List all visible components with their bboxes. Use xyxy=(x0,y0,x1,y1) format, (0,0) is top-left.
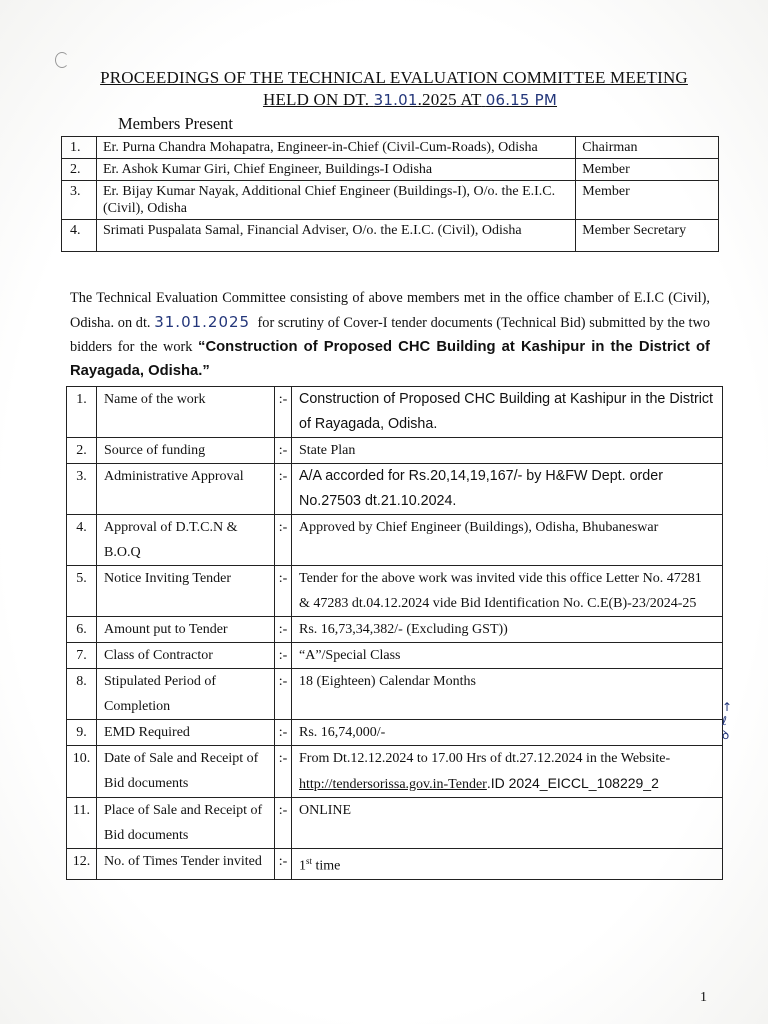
detail-label: Amount put to Tender xyxy=(97,617,275,643)
detail-value: State Plan xyxy=(292,438,723,464)
member-row xyxy=(62,220,719,252)
member-sl: 3. xyxy=(62,181,97,220)
member-sl: 4. xyxy=(62,220,97,252)
member-name: Srimati Puspalata Samal, Financial Adviser, O/o. the E.I.C. (Civil), Odisha xyxy=(96,220,575,252)
detail-value: ONLINE xyxy=(292,798,723,849)
detail-separator: :- xyxy=(275,746,292,798)
intro-paragraph: The Technical Evaluation Committee consisting of above members met in the office chamber of E.I.C (Civil), Odisha. on dt. 31.01.2025 for scrutiny of Cover-I tender documents (Technical Bid) submitted by the two bidders for the work “Construction of Proposed CHC Building at Kashipur in the District of Rayagada, Odisha.” xyxy=(70,290,711,379)
detail-value: Approved by Chief Engineer (Buildings), Odisha, Bhubaneswar xyxy=(292,515,723,566)
detail-label: Notice Inviting Tender xyxy=(97,566,275,617)
member-row xyxy=(62,159,719,181)
detail-row xyxy=(67,566,723,617)
detail-value: 1st time xyxy=(292,849,723,880)
member-role: Member Secretary xyxy=(576,220,719,252)
detail-sl: 9. xyxy=(67,720,97,746)
members-table xyxy=(61,136,719,252)
tender-website-link[interactable]: http://tendersorissa.gov.in-Tender xyxy=(299,777,487,792)
punch-hole-mark xyxy=(55,52,69,68)
detail-row xyxy=(67,438,723,464)
detail-sl: 7. xyxy=(67,643,97,669)
detail-row xyxy=(67,515,723,566)
detail-row xyxy=(67,464,723,515)
title-line-1: PROCEEDINGS OF THE TECHNICAL EVALUATION COMMITTEE MEETING xyxy=(100,68,688,87)
detail-sl: 3. xyxy=(67,464,97,515)
detail-row xyxy=(67,669,723,720)
member-row xyxy=(62,181,719,220)
detail-value: Tender for the above work was invited vide this office Letter No. 47281 & 47283 dt.04.12.2024 vide Bid Identification No. C.E(B)-23/2024-25 xyxy=(292,566,723,617)
detail-row xyxy=(67,720,723,746)
detail-separator: :- xyxy=(275,849,292,880)
detail-separator: :- xyxy=(275,387,292,438)
detail-sl: 12. xyxy=(67,849,97,880)
detail-value: Rs. 16,74,000/- xyxy=(292,720,723,746)
detail-separator: :- xyxy=(275,643,292,669)
detail-sl: 10. xyxy=(67,746,97,798)
detail-label: Date of Sale and Receipt of Bid documents xyxy=(97,746,275,798)
detail-separator: :- xyxy=(275,798,292,849)
member-name: Er. Purna Chandra Mohapatra, Engineer-in-Chief (Civil-Cum-Roads), Odisha xyxy=(96,137,575,159)
detail-label: Class of Contractor xyxy=(97,643,275,669)
detail-value: A/A accorded for Rs.20,14,19,167/- by H&FW Dept. order No.27503 dt.21.10.2024. xyxy=(292,464,723,515)
detail-separator: :- xyxy=(275,438,292,464)
member-role: Member xyxy=(576,159,719,181)
detail-value: Rs. 16,73,34,382/- (Excluding GST)) xyxy=(292,617,723,643)
detail-row xyxy=(67,746,723,798)
detail-value: Construction of Proposed CHC Building at Kashipur in the District of Rayagada, Odisha. xyxy=(292,387,723,438)
work-title: “Construction of Proposed CHC Building at Kashipur in the District of Rayagada, Odisha.” xyxy=(70,339,710,379)
detail-label: Source of funding xyxy=(97,438,275,464)
detail-label: Stipulated Period of Completion xyxy=(97,669,275,720)
detail-label: Approval of D.T.C.N & B.O.Q xyxy=(97,515,275,566)
detail-sl: 4. xyxy=(67,515,97,566)
member-role: Chairman xyxy=(576,137,719,159)
detail-value: From Dt.12.12.2024 to 17.00 Hrs of dt.27.12.2024 in the Website- http://tendersorissa.gov.in-Tender.ID 2024_EICCL_108229_2 xyxy=(292,746,723,798)
detail-row xyxy=(67,643,723,669)
detail-separator: :- xyxy=(275,515,292,566)
margin-initials-mark: ↑ ℓ ꝺ xyxy=(722,700,733,742)
members-heading: Members Present xyxy=(118,114,234,133)
detail-label: EMD Required xyxy=(97,720,275,746)
tender-details-table xyxy=(66,386,723,880)
detail-label: Name of the work xyxy=(97,387,275,438)
detail-row xyxy=(67,617,723,643)
member-row xyxy=(62,137,719,159)
detail-separator: :- xyxy=(275,566,292,617)
detail-label: No. of Times Tender invited xyxy=(97,849,275,880)
member-name: Er. Bijay Kumar Nayak, Additional Chief Engineer (Buildings-I), O/o. the E.I.C. (Civil), Odisha xyxy=(96,181,575,220)
detail-sl: 1. xyxy=(67,387,97,438)
page-number: 1 xyxy=(700,990,707,1005)
member-sl: 1. xyxy=(62,137,97,159)
handwritten-date: 31.01 xyxy=(373,91,418,109)
detail-row xyxy=(67,387,723,438)
detail-separator: :- xyxy=(275,464,292,515)
detail-label: Place of Sale and Receipt of Bid documents xyxy=(97,798,275,849)
detail-row xyxy=(67,849,723,880)
handwritten-meeting-date: 31.01.2025 xyxy=(154,313,251,331)
detail-value: 18 (Eighteen) Calendar Months xyxy=(292,669,723,720)
detail-sl: 5. xyxy=(67,566,97,617)
detail-separator: :- xyxy=(275,617,292,643)
detail-separator: :- xyxy=(275,720,292,746)
detail-value: “A”/Special Class xyxy=(292,643,723,669)
detail-sl: 2. xyxy=(67,438,97,464)
member-role: Member xyxy=(576,181,719,220)
detail-row xyxy=(67,798,723,849)
member-name: Er. Ashok Kumar Giri, Chief Engineer, Buildings-I Odisha xyxy=(96,159,575,181)
detail-label: Administrative Approval xyxy=(97,464,275,515)
detail-sl: 8. xyxy=(67,669,97,720)
title-line-2: HELD ON DT. 31.01.2025 AT 06.15 PM xyxy=(262,90,558,109)
member-sl: 2. xyxy=(62,159,97,181)
detail-separator: :- xyxy=(275,669,292,720)
detail-sl: 11. xyxy=(67,798,97,849)
detail-sl: 6. xyxy=(67,617,97,643)
handwritten-time: 06.15 PM xyxy=(485,91,558,109)
